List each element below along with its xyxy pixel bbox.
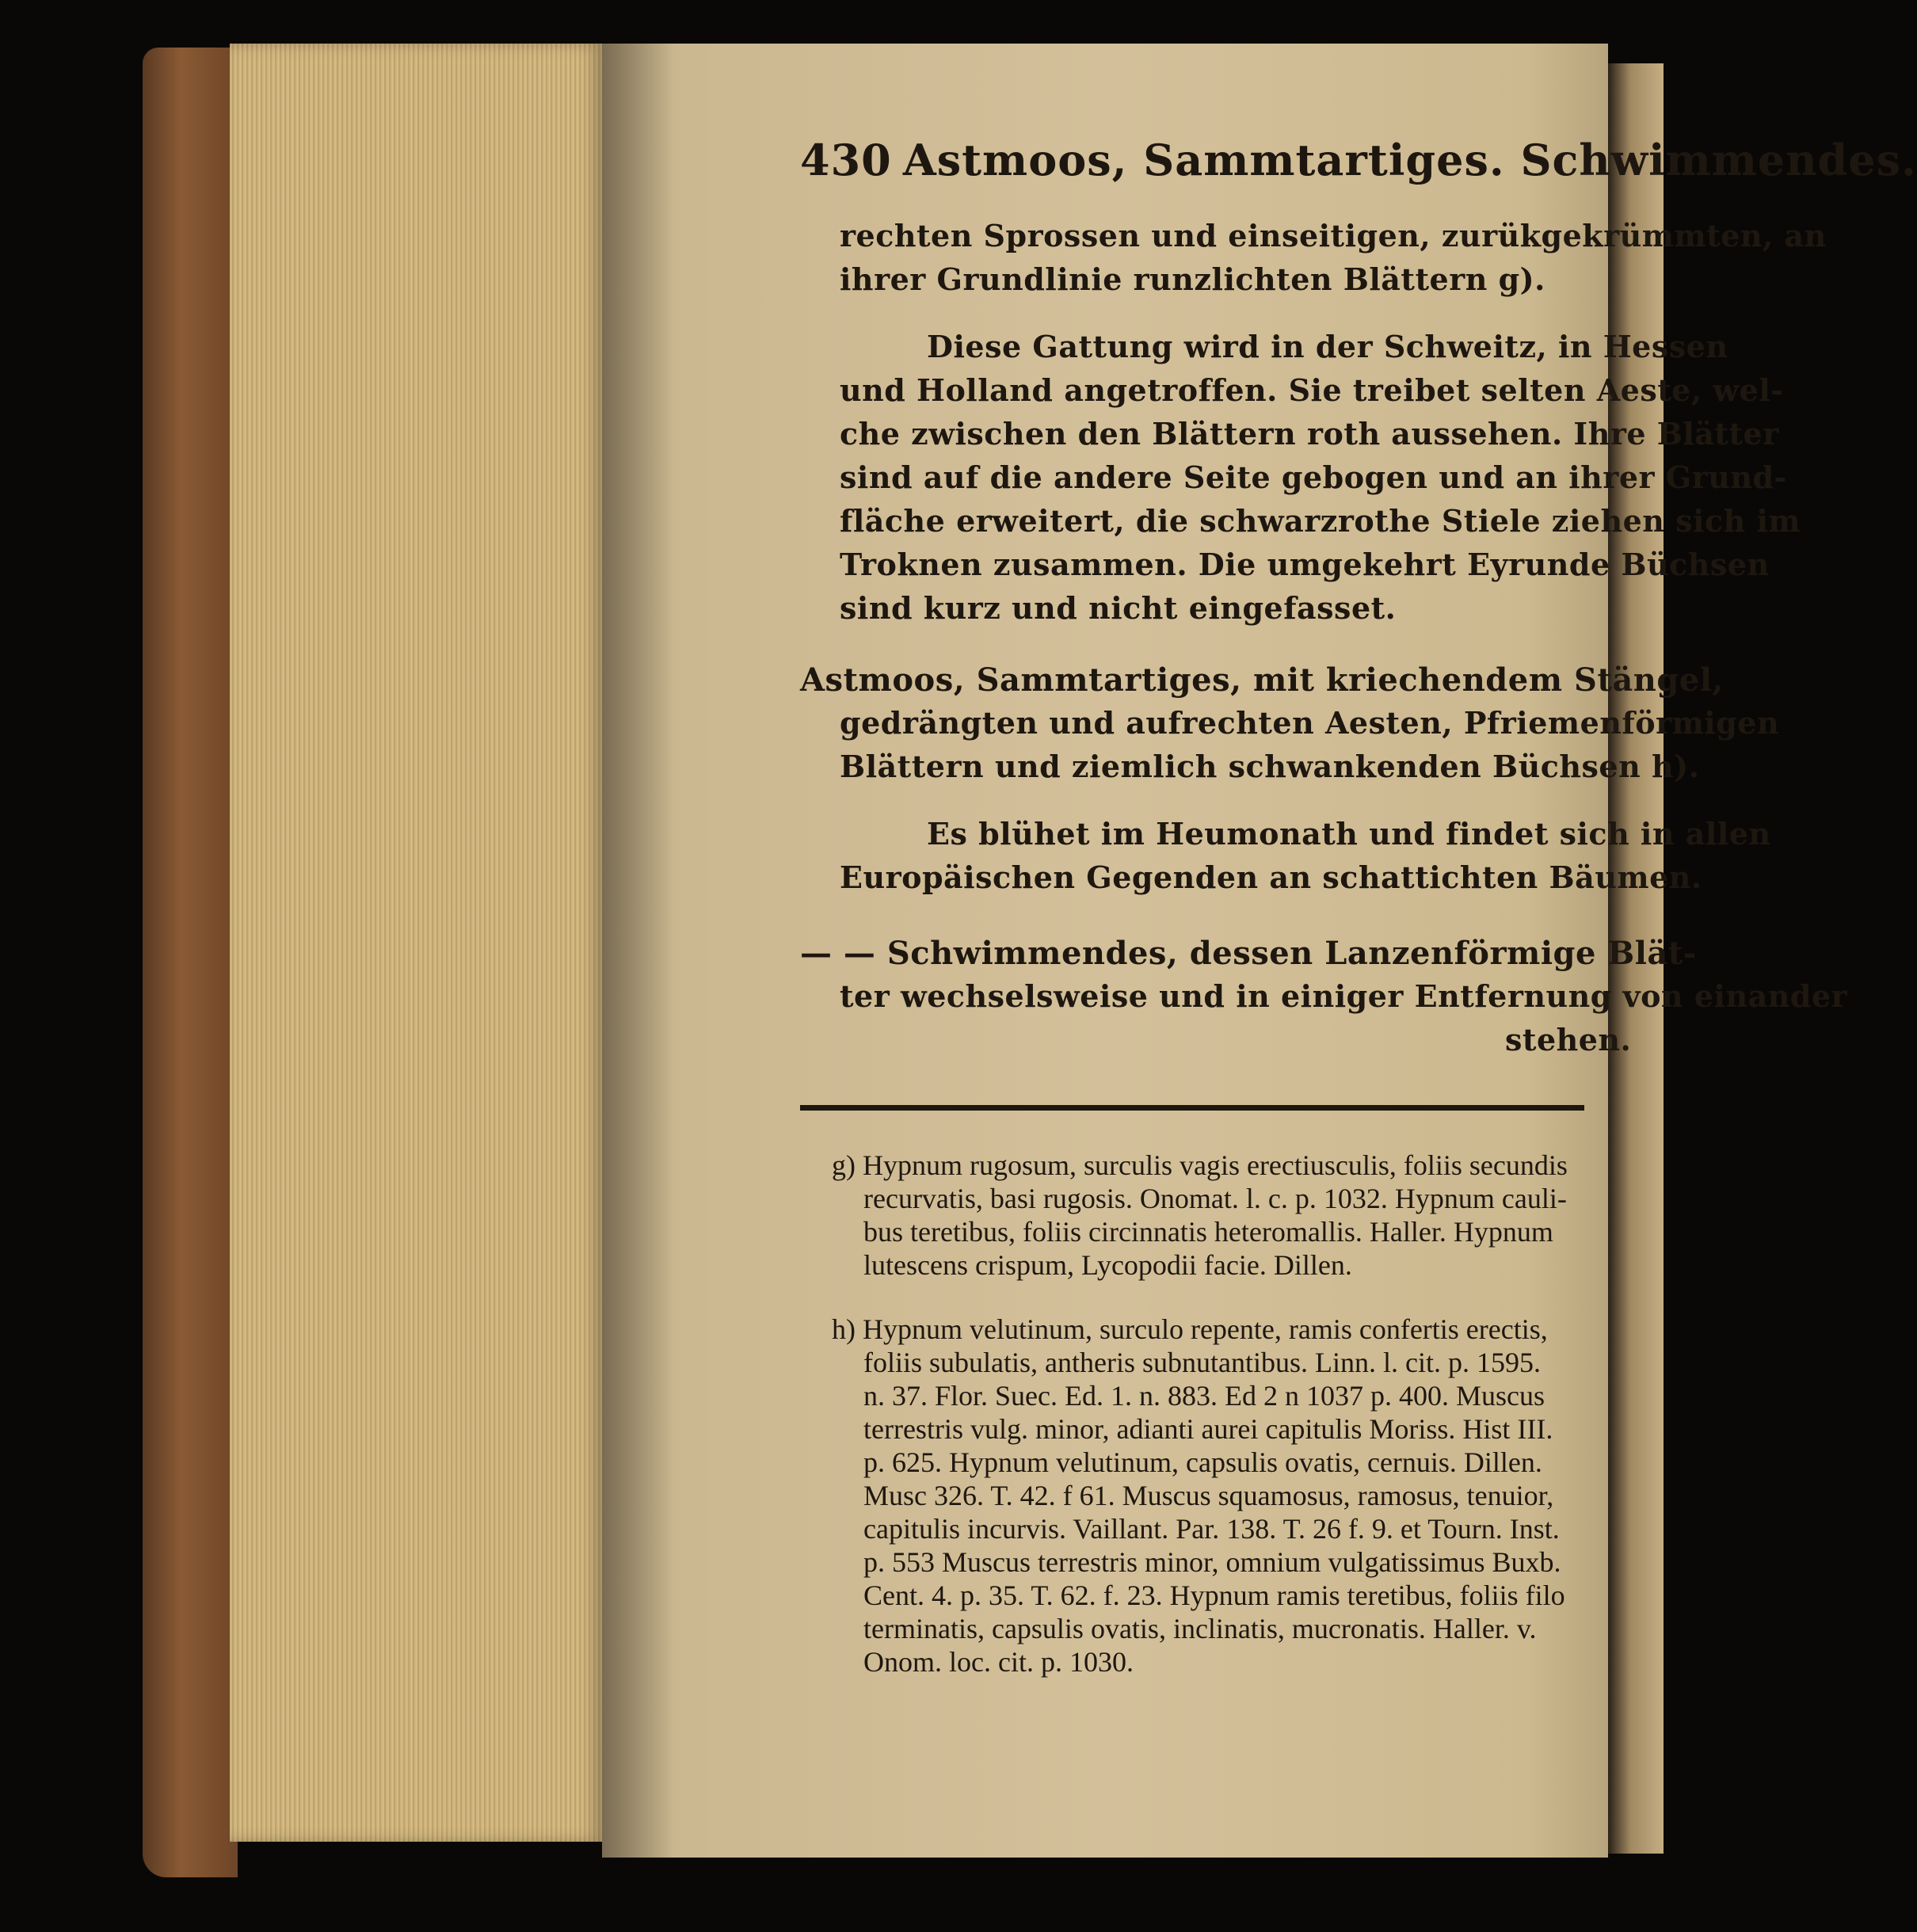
text-line: fläche erweitert, die schwarzrothe Stiele ziehen sich im [840, 503, 1801, 539]
footnote-line: p. 625. Hypnum velutinum, capsulis ovatis, cernuis. Dillen. [863, 1446, 1542, 1478]
page-number: 430 [800, 135, 892, 185]
text-line: gedrängten und aufrechten Aesten, Pfriemenförmigen [840, 705, 1780, 741]
page-stack-edge [230, 44, 602, 1842]
text-line: Troknen zusammen. Die umgekehrt Eyrunde Büchsen [840, 547, 1770, 582]
text-line: Europäischen Gegenden an schattichten Bäumen. [840, 859, 1702, 895]
running-head: Astmoos, Sammtartiges. Schwimmendes. [902, 135, 1917, 185]
text-line: ihrer Grundlinie runzlichten Blättern g). [840, 261, 1545, 297]
footnote-line: capitulis incurvis. Vaillant. Par. 138. T. 26 f. 9. et Tourn. Inst. [863, 1513, 1560, 1545]
text-line: ter wechselsweise und in einiger Entfernung von einander [840, 978, 1848, 1014]
footnote-rule [800, 1105, 1584, 1111]
footnote-line: g) Hypnum rugosum, surculis vagis erectiusculis, foliis secundis [832, 1149, 1568, 1181]
entry-heading-line: Astmoos, Sammtartiges, mit kriechendem Stängel, [800, 661, 1724, 699]
gutter-shadow [602, 44, 673, 1858]
page-header [800, 135, 1917, 206]
text-line: sind auf die andere Seite gebogen und an ihrer Grund- [840, 459, 1787, 495]
text-line: che zwischen den Blättern roth aussehen. Ihre Blätter [840, 416, 1779, 452]
footnote-line: lutescens crispum, Lycopodii facie. Dillen. [863, 1249, 1352, 1281]
footnote-line: h) Hypnum velutinum, surculo repente, ramis confertis erectis, [832, 1313, 1548, 1345]
text-line: sind kurz und nicht eingefasset. [840, 590, 1397, 626]
text-line: Blättern und ziemlich schwankenden Büchsen h). [840, 749, 1700, 784]
text-line: und Holland angetroffen. Sie treibet selten Aeste, wel- [840, 372, 1784, 408]
footnote-line: n. 37. Flor. Suec. Ed. 1. n. 883. Ed 2 n 1037 p. 400. Muscus [863, 1380, 1545, 1412]
footnote-line: p. 553 Muscus terrestris minor, omnium vulgatissimus Buxb. [863, 1546, 1561, 1578]
entry-heading-line: — — Schwimmendes, dessen Lanzenförmige Blät- [800, 935, 1697, 972]
text-line: Diese Gattung wird in der Schweitz, in Hessen [927, 329, 1728, 364]
footnote-line: terminatis, capsulis ovatis, inclinatis, mucronatis. Haller. v. [863, 1613, 1537, 1644]
footnote-line: terrestris vulg. minor, adianti aurei capitulis Moriss. Hist III. [863, 1413, 1553, 1445]
footnote-line: Cent. 4. p. 35. T. 62. f. 23. Hypnum ramis teretibus, foliis filo [863, 1580, 1565, 1611]
text-line: rechten Sprossen und einseitigen, zurükgekrümmten, an [840, 218, 1827, 253]
footnote-line: Onom. loc. cit. p. 1030. [863, 1646, 1134, 1678]
footnote-line: foliis subulatis, antheris subnutantibus. Linn. l. cit. p. 1595. [863, 1347, 1541, 1378]
text-line: stehen. [1505, 1022, 1632, 1057]
footnote-line: recurvatis, basi rugosis. Onomat. l. c. p. 1032. Hypnum cauli- [863, 1183, 1567, 1214]
text-line: Es blühet im Heumonath und findet sich in allen [927, 816, 1771, 852]
book-cover-edge [143, 48, 238, 1877]
footnote-line: Musc 326. T. 42. f 61. Muscus squamosus, ramosus, tenuior, [863, 1480, 1554, 1511]
footnote-line: bus teretibus, foliis circinnatis heteromallis. Haller. Hypnum [863, 1216, 1553, 1248]
